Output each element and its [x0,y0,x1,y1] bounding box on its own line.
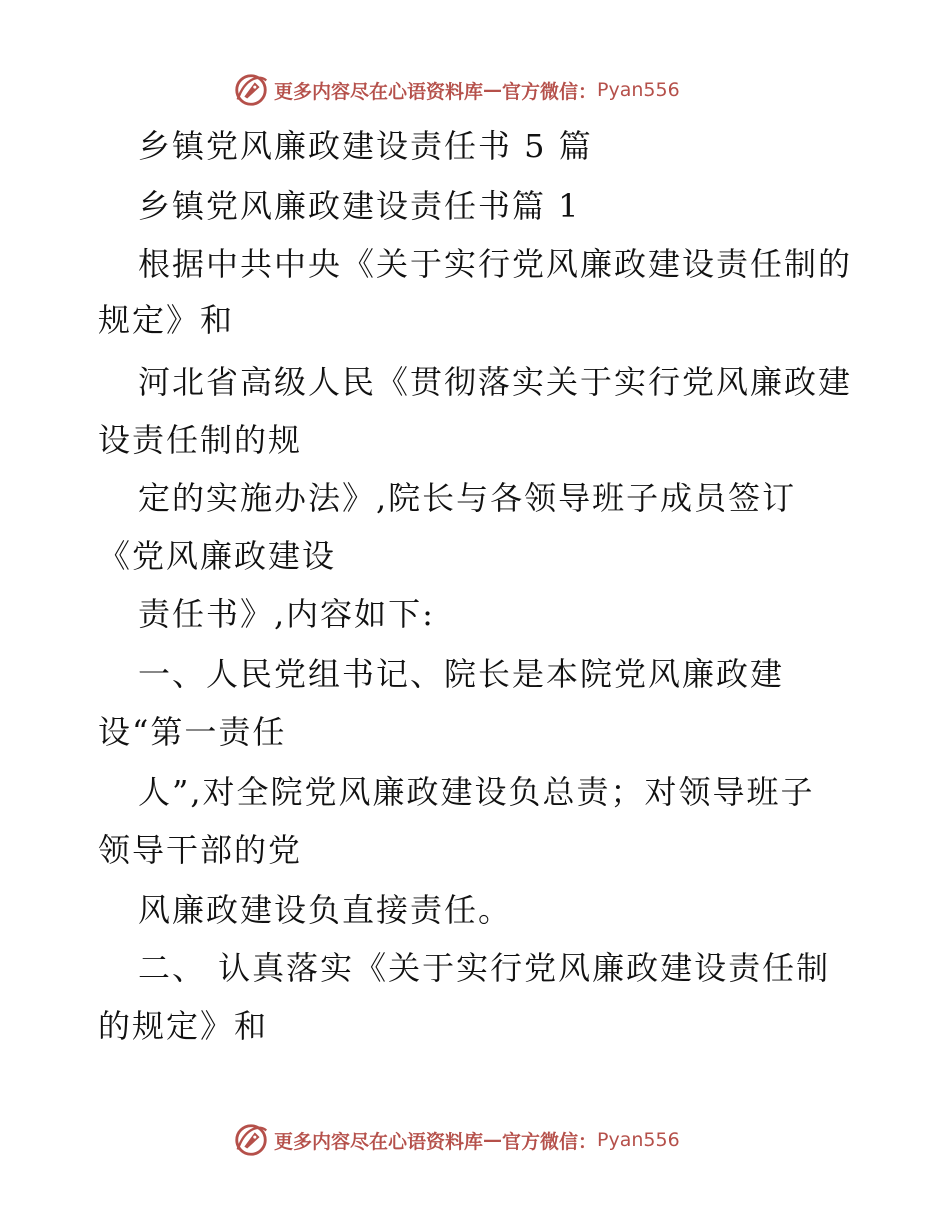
footer-watermark [232,1120,680,1160]
document-subtitle: 乡镇党风廉政建设责任书篇 1 [138,187,581,225]
paragraph-line: 设责任制的规 [98,421,303,459]
paragraph-line: 一、人民党组书记、院长是本院党风廉政建 [138,655,785,693]
watermark-site-text: 更多内容尽在心语资料库 [274,1130,484,1153]
pen-nib-circle-icon [232,1121,270,1159]
document-title: 乡镇党风廉政建设责任书 5 篇 [138,127,593,165]
watermark-site-text: 更多内容尽在心语资料库 [274,80,484,103]
watermark-separator: — [483,1129,503,1151]
paragraph-line: 《党风廉政建设 [98,537,337,575]
watermark-wechat-id: Pyan556 [597,1129,680,1151]
watermark-separator: — [483,79,503,101]
paragraph-line: 定的实施办法》,院长与各领导班子成员签订 [138,479,797,517]
paragraph-line: 根据中共中央《关于实行党风廉政建设责任制的 [138,245,853,283]
paragraph-line: 风廉政建设负直接责任。 [138,891,513,929]
paragraph-line: 设“第一责任 [98,713,287,751]
paragraph-line: 的规定》和 [98,1007,269,1045]
pen-nib-circle-icon [232,71,270,109]
paragraph-line: 领导干部的党 [98,831,303,869]
paragraph-line: 河北省高级人民《贯彻落实关于实行党风廉政建 [138,363,853,401]
header-watermark [232,70,680,110]
watermark-wechat-label: 官方微信： [502,80,598,103]
paragraph-line: 规定》和 [98,301,235,339]
paragraph-line: 人”,对全院党风廉政建设负总责；对领导班子 [138,773,815,811]
watermark-wechat-id: Pyan556 [597,79,680,101]
paragraph-line: 责任书》,内容如下: [138,595,435,633]
paragraph-line: 二、 认真落实《关于实行党风廉政建设责任制 [138,949,831,987]
watermark-wechat-label: 官方微信： [502,1130,598,1153]
